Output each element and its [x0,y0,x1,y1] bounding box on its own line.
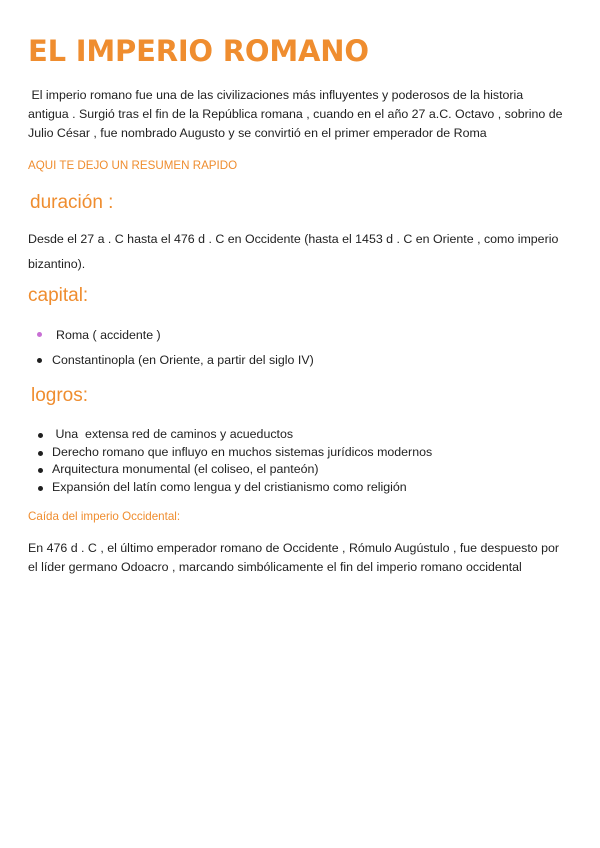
list-item [0,479,407,497]
list-item-text: Roma ( accidente ) [56,328,161,342]
list-item [0,444,433,462]
list-item-text: Arquitectura monumental (el coliseo, el panteón) [52,462,319,477]
duracion-heading: duración : [30,192,114,213]
document-title: EL IMPERIO ROMANO [28,34,369,68]
bullet-icon [38,433,43,438]
caida-line: el líder germano Odoacro , marcando simbólicamente el fin del imperio romano occidental [28,560,522,574]
duracion-paragraph [28,227,576,277]
caida-line: En 476 d . C , el último emperador romano de Occidente , Rómulo Augústulo , fue despuesto por [28,541,560,555]
duracion-line: bizantino). [28,257,86,271]
duracion-line: Desde el 27 a . C hasta el 476 d . C en Occidente (hasta el 1453 d . C en Oriente , como imperio [28,232,559,246]
intro-paragraph [28,86,576,143]
list-item-text: Derecho romano que influyo en muchos sistemas jurídicos modernos [52,444,433,459]
bullet-icon [38,468,43,473]
intro-line: Julio César , fue nombrado Augusto y se convirtió en el primer emperador de Roma [28,126,487,140]
list-item [0,426,380,444]
logros-list [0,426,433,496]
bullet-icon [37,358,42,363]
list-item-text: Constantinopla (en Oriente, a partir del siglo IV) [52,353,314,367]
caida-heading: Caída del imperio Occidental: [28,510,181,523]
intro-line: El imperio romano fue una de las civilizaciones más influyentes y poderosos de la historia [28,88,524,102]
caida-paragraph [28,539,576,577]
list-item [0,461,380,479]
capital-heading: capital: [28,285,89,306]
list-item-text: Una extensa red de caminos y acueductos [52,427,294,441]
intro-line: antigua . Surgió tras el fin de la República romana , cuando en el año 27 a.C. Octavo , sobrino de [28,107,563,121]
bullet-icon [37,332,42,337]
bullet-icon [38,451,43,456]
list-item-text: Expansión del latín como lengua y del cristianismo como religión [52,479,407,494]
resumen-label: AQUI TE DEJO UN RESUMEN RAPIDO [28,159,238,172]
logros-heading: logros: [31,385,89,406]
bullet-icon [38,486,43,491]
